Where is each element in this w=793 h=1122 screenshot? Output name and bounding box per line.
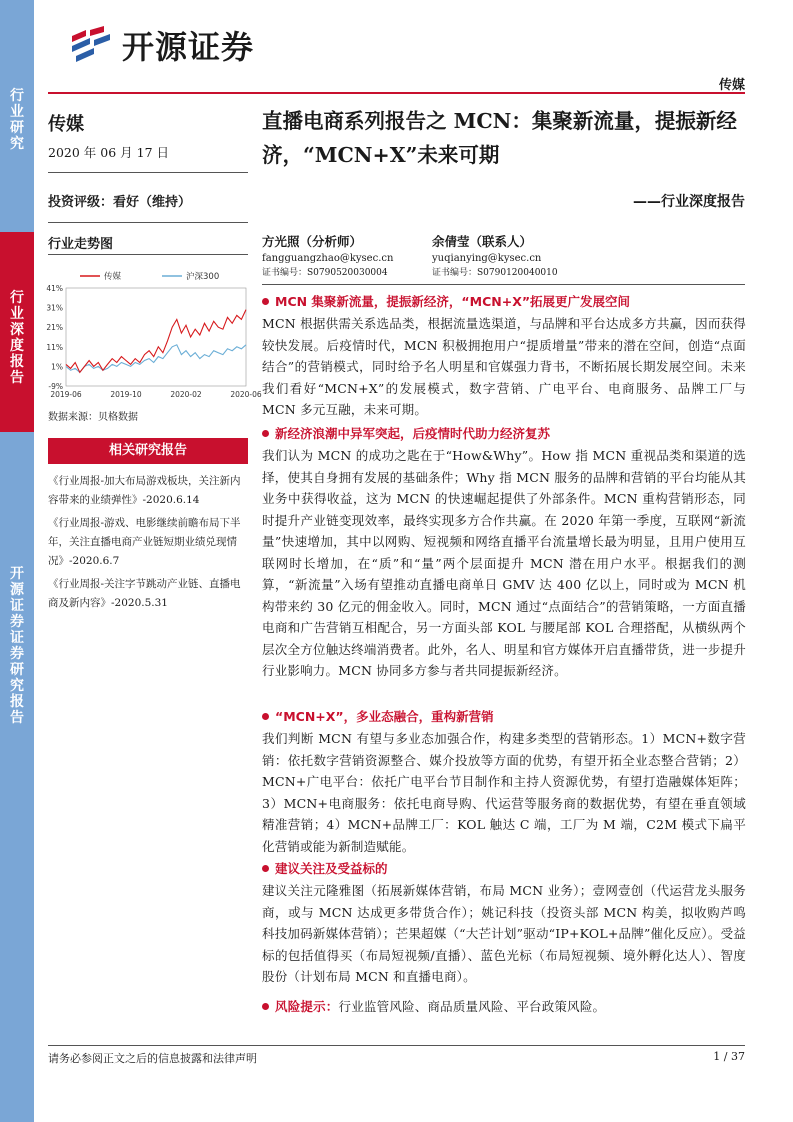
analyst-name: 方光照（分析师） [262,234,363,249]
legend-label: 传媒 [104,272,122,282]
section-2 [262,424,746,682]
section-body: 我们认为 MCN 的成功之匙在于“How&Why”。How 指 MCN 重视品类和渠道的选择，使其自身拥有发展的基础条件；Why 指 MCN 服务的品牌和营销的平台均能从其业务中获得收益，这为 MCN 的快速崛起提供了外部条件。MCN 重构营销形态，同时提升产业链变现效率，最终实现多方合作共赢。在 2020 年第一季度，互联网“新流量”快速增加，其中以网购、短视频和网络直播平台流量增长最为明显，且用户使用互联网时长增加，在“质”和“量”两个层面提升 MCN 潜在用户水平。根据我们的测算，“新流量”入场有望推动直播电商单日 GMV 达 400 亿以上，同时或为 MCN 机构带来约 30 亿元的佣金收入。同时，MCN 通过“点面结合”的营销策略，一方面直播电商和广告营销互相配合，另一方面头部 KOL 与腰尾部 KOL 合理搭配，从横纵两个层次全方位触达终端消费者。此外，名人、明星和官方媒体开启直播带货，进一步提升行业影响力。MCN 协同多方参与者共同提振新经济。 [262,448,746,678]
analyst-name: 余倩莹（联系人） [432,234,533,249]
y-tick-label: 41% [46,284,63,293]
section-3 [262,707,746,857]
section-body: 我们判断 MCN 有望与多业态加强合作，构建多类型的营销形态。1）MCN+数字营销：依托数字营销资源整合、媒介投放等方面的优势，有望开拓全业态整合营销；2）MCN+广电平台：依托广电平台节目制作和主持人资源优势，有望打造融媒体矩阵；3）MCN+电商服务：依托电商导购、代运营等服务商的数据优势，有望在垂直领域精准营销；4）MCN+品牌工厂：KOL 触达 C 端，工厂为 M 端，C2M 模式下扁平化营销或能为新制造赋能。 [262,731,746,854]
series-line [66,310,246,373]
y-tick-label: 11% [46,342,63,352]
risk-label: 风险提示： [275,999,339,1014]
y-tick-label: 21% [46,323,63,333]
y-tick-label: -9% [48,382,63,391]
report-date: 2020 年 06 月 17 日 [48,145,169,160]
plot-frame [66,288,246,386]
section-body: 建议关注元隆雅图（拓展新媒体营销，布局 MCN 业务）；壹网壹创（代运营龙头服务商，或与 MCN 达成更多带货合作）；姚记科技（投资头部 MCN 构美，拟收购芦鸣科技加码新媒体营销）；芒果超媒（“大芒计划”驱动“IP+KOL+品牌”催化反应）。受益标的包括值得买（布局短视频/直播）、蓝色光标（布局短视频、境外孵化达人）、智度股份（计划布局 MCN 和直播电商）。 [262,883,746,984]
header-industry-tag: 传媒 [718,78,745,93]
section-body: MCN 根据供需关系选品类，根据流量选渠道，与品牌和平台达成多方共赢，因而获得较快发展。后疫情时代，MCN 积极拥抱用户“提质增量”带来的潜在空间，创造“点面结合”的营销模式，同时给予名人明星和官媒强力背书，不断拓展长期发展空间。未来我们看好“MCN+X”的发展模式，数字营销、广电平台、电商服务、品牌工厂与 MCN 多元互融，未来可期。 [262,316,746,417]
analyst-email[interactable]: yuqianying@kysec.cn [432,253,542,264]
risk-text: 行业监管风险、商品质量风险、平台政策风险。 [338,999,606,1014]
page-number: 1 / 37 [713,1050,745,1063]
risk-section [262,996,746,1018]
footer-divider [48,1045,745,1046]
bullet-icon [262,713,269,720]
section-heading: “MCN+X”，多业态融合，重构新营销 [262,707,746,725]
y-tick-label: 31% [46,303,63,313]
divider [262,284,745,285]
report-title: 直播电商系列报告之 MCN：集聚新流量，提振新经济，“MCN+X”未来可期 [262,109,737,167]
related-reports-title: 相关研究报告 [48,438,248,464]
data-source: 数据来源：贝格数据 [48,412,138,423]
x-tick-label: 2020-02 [170,390,202,399]
section-heading: MCN 集聚新流量，提振新经济，“MCN+X”拓展更广发展空间 [262,292,746,310]
x-tick-label: 2019-10 [110,390,142,399]
section-heading: 建议关注及受益标的 [262,859,746,877]
divider [48,222,248,223]
side-label-bottom: 开源证券 证券研究报告 [10,566,24,726]
side-band [0,0,34,1122]
section-4 [262,859,746,988]
related-report-item[interactable]: 《行业周报-加大布局游戏板块，关注新内容带来的业绩弹性》-2020.6.14 [48,475,241,506]
logo-mark-icon [68,22,114,68]
y-tick-label: 1% [51,362,63,372]
header-divider [48,92,745,94]
related-report-item[interactable]: 《行业周报-游戏、电影继续前瞻布局下半年，关注直播电商产业链短期业绩兑现情况》-2020.6.7 [48,517,241,567]
analysts [262,232,746,280]
industry-name: 传媒 [48,114,84,135]
section-1 [262,292,746,421]
x-tick-label: 2020-06 [230,390,262,399]
company-logo [68,22,254,68]
bullet-icon [262,865,269,872]
divider [48,172,248,173]
analyst-card [432,232,602,280]
divider [48,254,248,255]
related-reports-list [48,472,248,617]
legend-label: 沪深300 [186,272,220,282]
side-label-top: 行业研究 [10,88,24,152]
trend-chart [40,262,262,402]
side-label-middle: 行业深度报告 [10,290,24,386]
bullet-icon [262,430,269,437]
series-line [66,345,246,373]
analyst-email[interactable]: fangguangzhao@kysec.cn [262,253,394,264]
logo-text: 开源证券 [122,28,255,66]
related-report-item[interactable]: 《行业周报-关注字节跳动产业链、直播电商及新内容》-2020.5.31 [48,578,241,609]
analyst-cert: 证书编号：S0790120040010 [432,268,558,278]
x-tick-label: 2019-06 [50,390,82,399]
report-subtitle: ——行业深度报告 [633,194,745,210]
trend-chart-title: 行业走势图 [48,237,114,252]
investment-rating: 投资评级：看好（维持） [48,195,192,210]
section-heading: 新经济浪潮中异军突起，后疫情时代助力经济复苏 [262,424,746,442]
analyst-cert: 证书编号：S0790520030004 [262,268,388,278]
analyst-card [262,232,432,280]
bullet-icon [262,1003,269,1010]
footer-disclaimer[interactable]: 请务必参阅正文之后的信息披露和法律声明 [48,1052,257,1065]
risk-line [262,996,746,1018]
bullet-icon [262,298,269,305]
